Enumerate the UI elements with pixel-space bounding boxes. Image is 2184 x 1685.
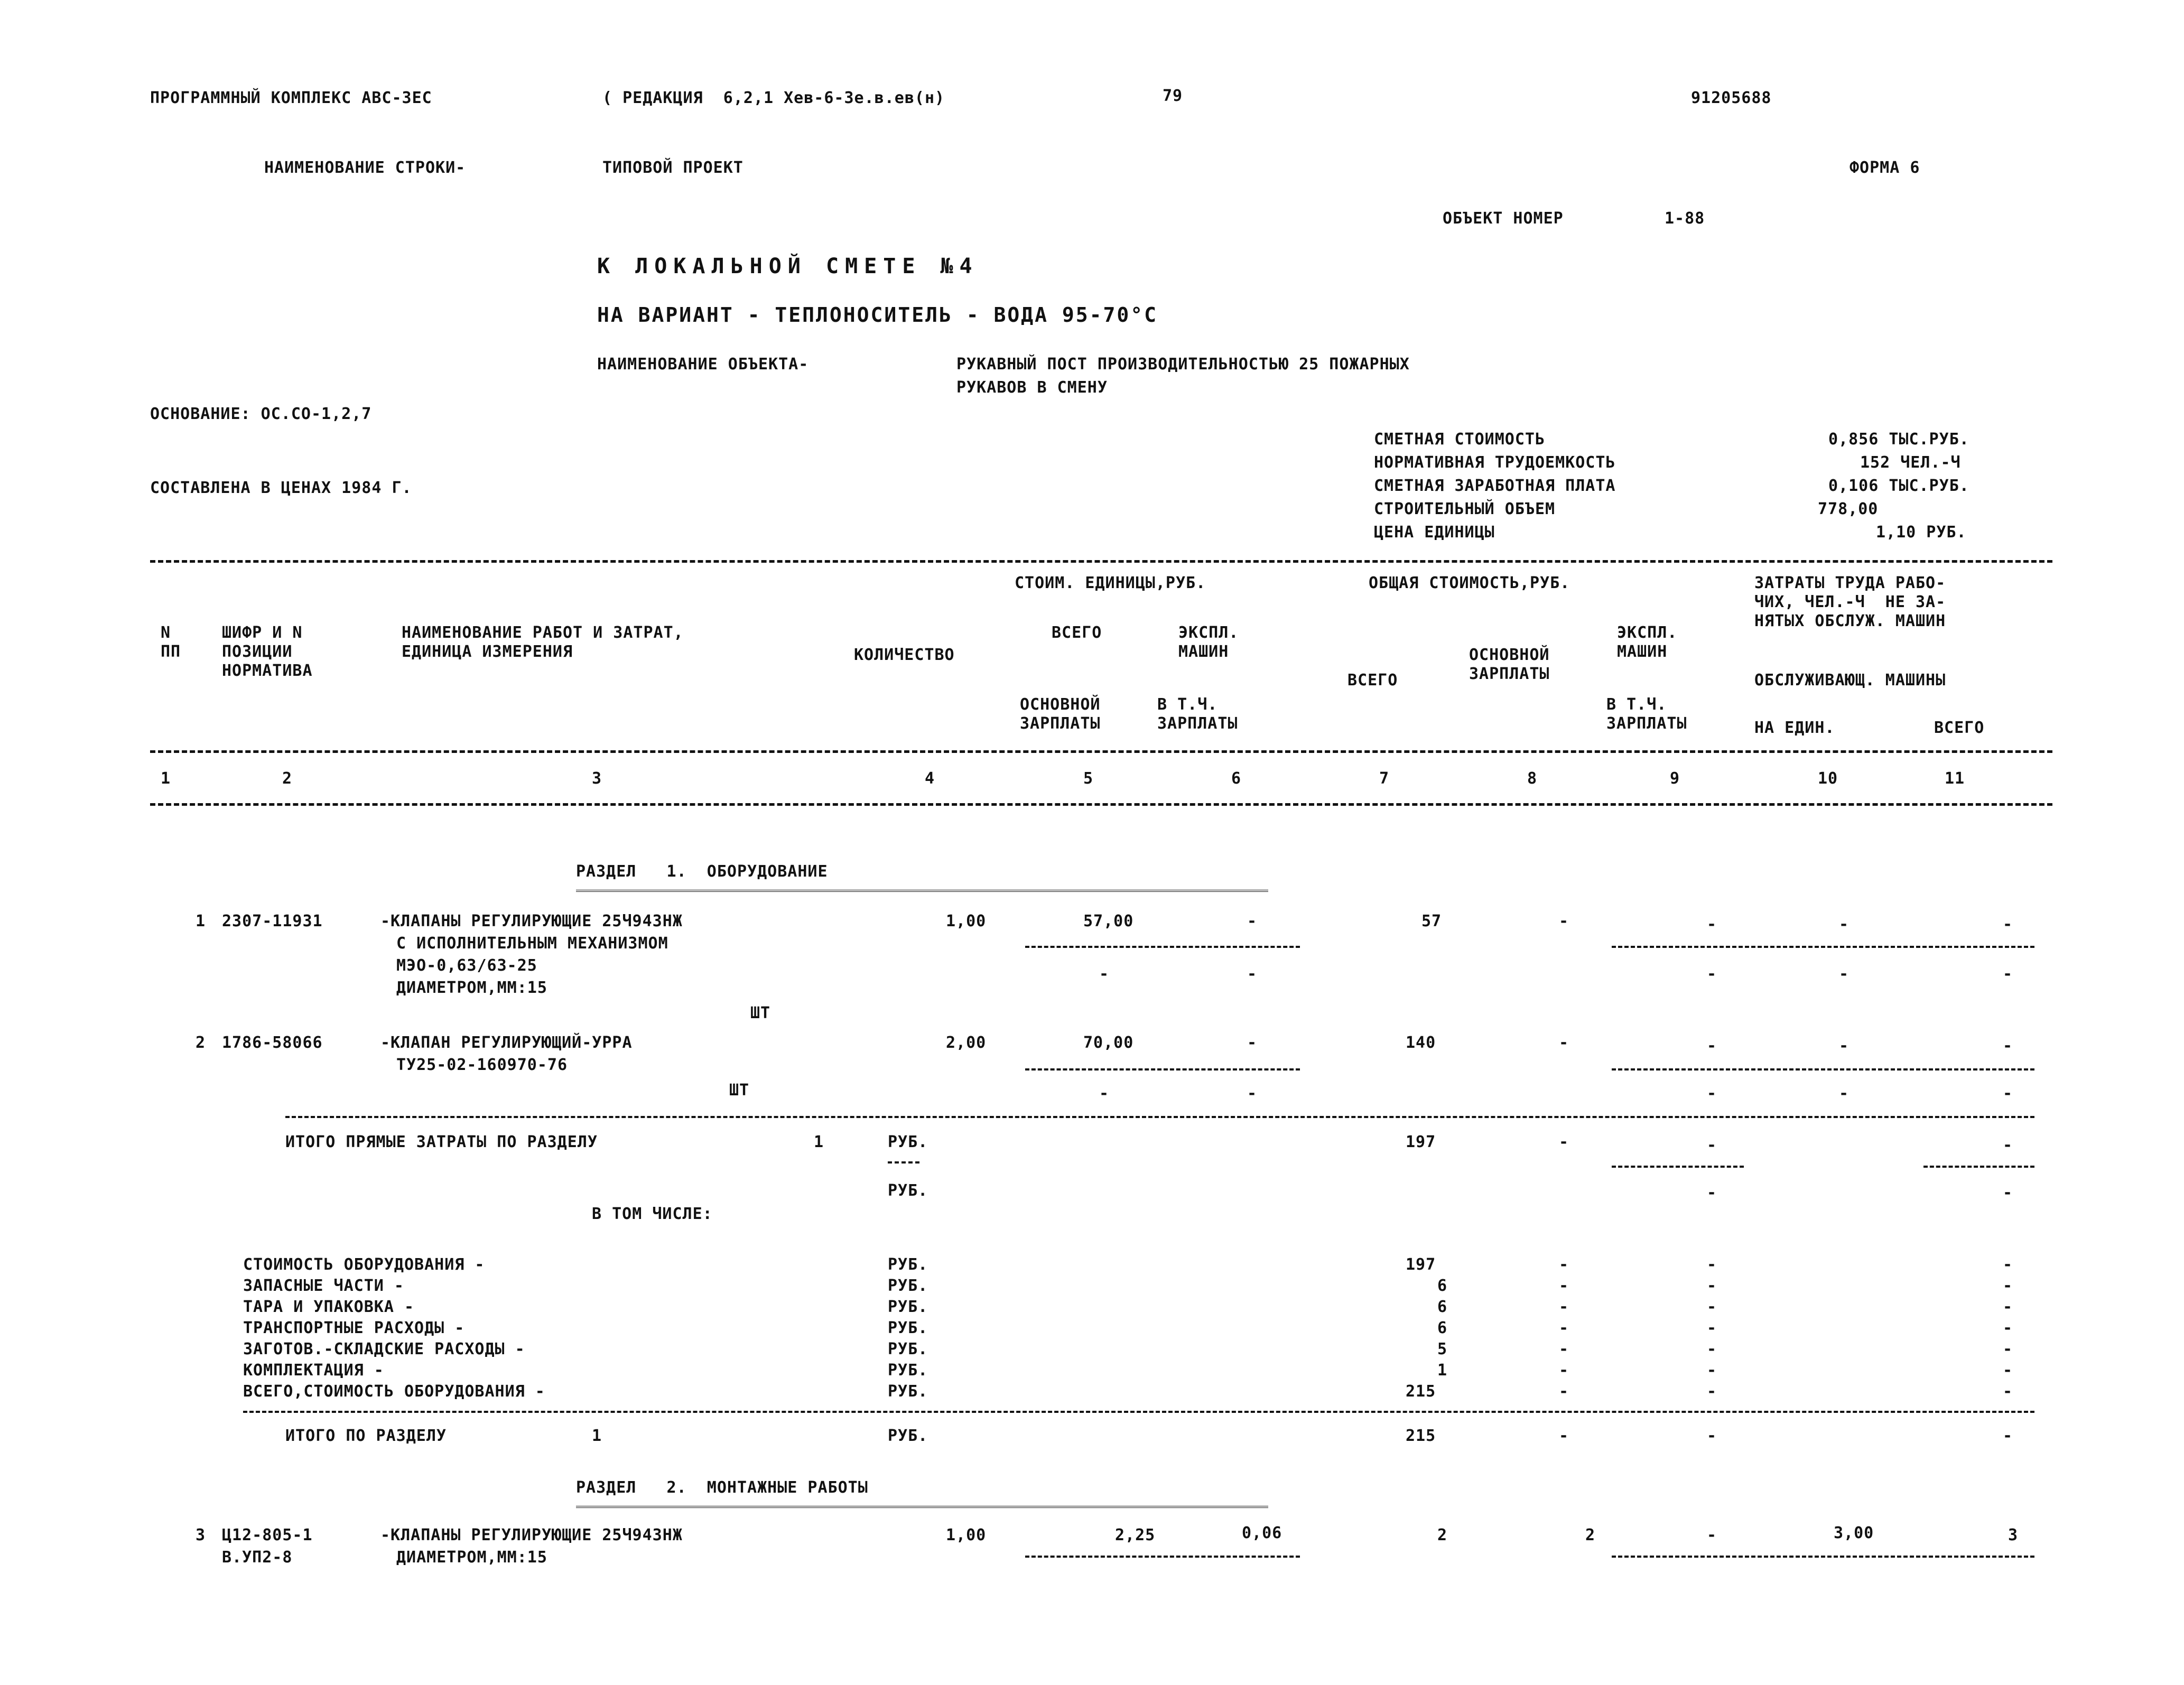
empty-mark: -: [2003, 1084, 2013, 1103]
object-name-line2: РУКАВОВ В СМЕНУ: [956, 378, 1108, 397]
item-qty: 1,00: [946, 1526, 987, 1544]
col-name-header: НАИМЕНОВАНИЕ РАБОТ И ЗАТРАТ, ЕДИНИЦА ИЗМЕРЕНИЯ: [402, 623, 684, 661]
item-total: 140: [1406, 1034, 1436, 1052]
empty-mark: -: [1707, 1037, 1717, 1055]
list-item: ТАРА И УПАКОВКА -: [243, 1298, 415, 1316]
cell-rule: [1025, 1068, 1300, 1070]
col-number: 7: [1379, 769, 1390, 788]
list-item: ЗАПАСНЫЕ ЧАСТИ -: [243, 1277, 404, 1295]
empty-mark: -: [2003, 965, 2013, 983]
empty-mark: -: [1707, 1382, 1717, 1401]
empty-mark: -: [1707, 1277, 1717, 1295]
header-bottom-rule: [150, 803, 2052, 806]
col-labor-total-header: ВСЕГО: [1934, 719, 1985, 737]
section-total-label: ИТОГО ПО РАЗДЕЛУ: [285, 1427, 447, 1445]
empty-mark: -: [1559, 1133, 1569, 1151]
basis: ОСНОВАНИЕ: ОС.СО-1,2,7: [150, 405, 372, 423]
list-item: КОМПЛЕКТАЦИЯ -: [243, 1361, 384, 1380]
section-title: РАЗДЕЛ 1. ОБОРУДОВАНИЕ: [576, 862, 828, 881]
form-label: ФОРМА 6: [1850, 159, 1920, 177]
object-number-value: 1-88: [1665, 209, 1705, 228]
program-name: ПРОГРАММНЫЙ КОМПЛЕКС АВС-3ЕС: [150, 89, 432, 107]
empty-mark: -: [1559, 1298, 1569, 1316]
empty-mark: -: [1707, 1526, 1717, 1544]
price-basis: СОСТАВЛЕНА В ЦЕНАХ 1984 Г.: [150, 479, 412, 497]
empty-mark: -: [1707, 1184, 1717, 1202]
col-number: 5: [1083, 769, 1094, 788]
list-item-unit: РУБ.: [888, 1361, 928, 1380]
cell-rule: [1612, 946, 2034, 948]
section-underline: [576, 1506, 1268, 1511]
item-total: 57: [1421, 912, 1442, 930]
empty-mark: -: [1559, 1034, 1569, 1052]
list-item-value: 6: [1437, 1319, 1448, 1337]
empty-mark: -: [1707, 1427, 1717, 1445]
cell-rule: [1923, 1166, 2034, 1168]
col-number: 10: [1818, 769, 1838, 788]
item-name: ДИАМЕТРОМ,ММ:15: [396, 1548, 547, 1567]
empty-mark: -: [1559, 1340, 1569, 1358]
empty-mark: -: [2003, 1037, 2013, 1055]
item-name: -КЛАПАНЫ РЕГУЛИРУЮЩИЕ 25Ч943НЖ: [380, 912, 683, 930]
empty-mark: -: [1707, 1361, 1717, 1380]
list-item-value: 1: [1437, 1361, 1448, 1380]
item-mach: 0,06: [1242, 1524, 1282, 1542]
empty-mark: -: [1707, 1255, 1717, 1274]
empty-mark: -: [2003, 1255, 2013, 1274]
item-number: 1: [196, 912, 206, 930]
list-item: СТОИМОСТЬ ОБОРУДОВАНИЯ -: [243, 1255, 485, 1274]
col-total-cost-header: ОБЩАЯ СТОИМОСТЬ,РУБ.: [1369, 574, 1570, 592]
direct-costs-label: ИТОГО ПРЯМЫЕ ЗАТРАТЫ ПО РАЗДЕЛУ: [285, 1133, 598, 1151]
direct-costs-value: 197: [1406, 1133, 1436, 1151]
list-item-value: 6: [1437, 1277, 1448, 1295]
list-item: ТРАНСПОРТНЫЕ РАСХОДЫ -: [243, 1319, 465, 1337]
cell-rule: [1025, 1556, 1300, 1558]
summary-value: 152 ЧЕЛ.-Ч: [1860, 453, 1961, 472]
item-code: 1786-58066: [222, 1034, 323, 1052]
list-item-unit: РУБ.: [888, 1340, 928, 1358]
cell-rule: [1612, 1556, 2034, 1558]
list-item-value: 5: [1437, 1340, 1448, 1358]
item-number: 2: [196, 1034, 206, 1052]
col-unit-inclpay-header: В Т.Ч. ЗАРПЛАТЫ: [1157, 695, 1238, 733]
empty-mark: -: [1839, 1037, 1850, 1055]
empty-mark: -: [1247, 1084, 1258, 1103]
item-code-2: В.УП2-8: [222, 1548, 293, 1567]
cell-rule: [1612, 1068, 2034, 1070]
item-name: МЭО-0,63/63-25: [396, 956, 537, 975]
empty-mark: -: [1247, 1034, 1258, 1052]
summary-value: 778,00: [1818, 500, 1879, 518]
list-item-unit: РУБ.: [888, 1319, 928, 1337]
empty-mark: -: [1247, 965, 1258, 983]
section-total-unit: РУБ.: [888, 1427, 928, 1445]
empty-mark: -: [2003, 1382, 2013, 1401]
table-top-rule: [150, 560, 2052, 563]
section-underline: [576, 890, 1268, 895]
list-item: ВСЕГО,СТОИМОСТЬ ОБОРУДОВАНИЯ -: [243, 1382, 545, 1401]
item-name: ДИАМЕТРОМ,ММ:15: [396, 979, 547, 997]
doc-subtitle: НА ВАРИАНТ - ТЕПЛОНОСИТЕЛЬ - ВОДА 95-70°С: [597, 303, 1158, 327]
item-name: -КЛАПАНЫ РЕГУЛИРУЮЩИЕ 25Ч943НЖ: [380, 1526, 683, 1544]
cell-rule: [1612, 1166, 1744, 1168]
col-number: 11: [1945, 769, 1965, 788]
item-qty: 2,00: [946, 1034, 987, 1052]
empty-mark: -: [1247, 912, 1258, 930]
col-unit-cost-header: СТОИМ. ЕДИНИЦЫ,РУБ.: [1015, 574, 1206, 592]
list-item: ЗАГОТОВ.-СКЛАДСКИЕ РАСХОДЫ -: [243, 1340, 525, 1358]
empty-mark: -: [1707, 965, 1717, 983]
item-number: 3: [196, 1526, 206, 1544]
item-code: Ц12-805-1: [222, 1526, 313, 1544]
empty-mark: -: [2003, 1361, 2013, 1380]
col-code-header: ШИФР И N ПОЗИЦИИ НОРМАТИВА: [222, 623, 313, 680]
section-rule: [285, 1116, 2034, 1118]
cell-rule: [888, 1161, 919, 1163]
summary-value: 0,106 ТЫС.РУБ.: [1828, 477, 1969, 495]
col-labor-unit-header: НА ЕДИН.: [1754, 719, 1835, 737]
empty-mark: -: [2003, 1427, 2013, 1445]
empty-mark: -: [2003, 1340, 2013, 1358]
list-item-unit: РУБ.: [888, 1382, 928, 1401]
col-number: 6: [1231, 769, 1242, 788]
col-number: 3: [592, 769, 602, 788]
item-price: 57,00: [1083, 912, 1134, 930]
list-item-unit: РУБ.: [888, 1298, 928, 1316]
empty-mark: -: [1707, 1298, 1717, 1316]
col-number: 4: [925, 769, 935, 788]
object-name-line1: РУКАВНЫЙ ПОСТ ПРОИЗВОДИТЕЛЬНОСТЬЮ 25 ПОЖАРНЫХ: [956, 355, 1410, 374]
col-unit-total-header: ВСЕГО: [1052, 623, 1102, 642]
summary-label: СМЕТНАЯ ЗАРАБОТНАЯ ПЛАТА: [1374, 477, 1616, 495]
col-number: 2: [282, 769, 293, 788]
empty-mark: -: [1559, 1277, 1569, 1295]
empty-mark: -: [1559, 1382, 1569, 1401]
page-number: 79: [1163, 87, 1183, 105]
col-unit-basepay-header: ОСНОВНОЙ ЗАРПЛАТЫ: [1020, 695, 1101, 733]
summary-label: СМЕТНАЯ СТОИМОСТЬ: [1374, 430, 1546, 449]
empty-mark: -: [1559, 1361, 1569, 1380]
empty-mark: -: [1099, 1084, 1110, 1103]
item-price: 2,25: [1115, 1526, 1156, 1544]
empty-mark: -: [2003, 1277, 2013, 1295]
summary-value: 0,856 ТЫС.РУБ.: [1828, 430, 1969, 449]
col-qty-header: КОЛИЧЕСТВО: [854, 646, 955, 664]
direct-costs-unit: РУБ.: [888, 1181, 928, 1200]
including-label: В ТОМ ЧИСЛЕ:: [592, 1205, 713, 1223]
item-unit: ШТ: [729, 1081, 750, 1100]
summary-value: 1,10 РУБ.: [1876, 523, 1967, 542]
direct-costs-unit: РУБ.: [888, 1133, 928, 1151]
col-labor-sub-header: ОБСЛУЖИВАЮЩ. МАШИНЫ: [1754, 671, 1946, 690]
section-total-value: 215: [1406, 1427, 1436, 1445]
col-total-mach-header: ЭКСПЛ. МАШИН: [1617, 623, 1678, 661]
col-number: 8: [1527, 769, 1538, 788]
doc-title: К ЛОКАЛЬНОЙ СМЕТЕ №4: [597, 254, 979, 278]
empty-mark: -: [1707, 1084, 1717, 1103]
item-base-pay: 2: [1585, 1526, 1596, 1544]
direct-costs-section: 1: [814, 1133, 824, 1151]
section-rule: [243, 1411, 2034, 1413]
col-labor-header: ЗАТРАТЫ ТРУДА РАБО- ЧИХ, ЧЕЛ.-Ч НЕ ЗА- НЯТЫХ ОБСЛУЖ. МАШИН: [1754, 574, 1946, 630]
col-number: 9: [1670, 769, 1680, 788]
list-item-value: 197: [1406, 1255, 1436, 1274]
empty-mark: -: [1707, 1319, 1717, 1337]
item-price: 70,00: [1083, 1034, 1134, 1052]
list-item-unit: РУБ.: [888, 1277, 928, 1295]
empty-mark: -: [1559, 1255, 1569, 1274]
empty-mark: -: [2003, 1298, 2013, 1316]
item-labor-unit: 3,00: [1834, 1524, 1874, 1542]
item-name: ТУ25-02-160970-76: [396, 1056, 568, 1074]
doc-code: 91205688: [1691, 89, 1772, 107]
item-name: -КЛАПАН РЕГУЛИРУЮЩИЙ-УРРА: [380, 1034, 633, 1052]
object-name-label: НАИМЕНОВАНИЕ ОБЪЕКТА-: [597, 355, 809, 374]
empty-mark: -: [1559, 1319, 1569, 1337]
col-n-header: N ПП: [161, 623, 181, 661]
summary-label: СТРОИТЕЛЬНЫЙ ОБЪЕМ: [1374, 500, 1556, 518]
list-item-unit: РУБ.: [888, 1255, 928, 1274]
list-item-value: 6: [1437, 1298, 1448, 1316]
empty-mark: -: [1839, 915, 1850, 934]
section-title: РАЗДЕЛ 2. МОНТАЖНЫЕ РАБОТЫ: [576, 1478, 868, 1497]
item-code: 2307-11931: [222, 912, 323, 930]
empty-mark: -: [1707, 915, 1717, 934]
empty-mark: -: [1839, 1084, 1850, 1103]
empty-mark: -: [2003, 1184, 2013, 1202]
empty-mark: -: [2003, 1319, 2013, 1337]
col-unit-mach-header: ЭКСПЛ. МАШИН: [1178, 623, 1239, 661]
col-total-all-header: ВСЕГО: [1347, 671, 1398, 690]
header-rule: [150, 750, 2052, 753]
empty-mark: -: [1707, 1136, 1717, 1155]
list-item-value: 215: [1406, 1382, 1436, 1401]
edition: ( РЕДАКЦИЯ 6,2,1 Хев-6-Зе.в.ев(н): [602, 89, 945, 107]
empty-mark: -: [2003, 915, 2013, 934]
item-total: 2: [1437, 1526, 1448, 1544]
col-total-basepay-header: ОСНОВНОЙ ЗАРПЛАТЫ: [1469, 646, 1550, 683]
col-total-inclpay-header: В Т.Ч. ЗАРПЛАТЫ: [1606, 695, 1687, 733]
empty-mark: -: [1099, 965, 1110, 983]
empty-mark: -: [1559, 1427, 1569, 1445]
empty-mark: -: [2003, 1136, 2013, 1155]
summary-label: НОРМАТИВНАЯ ТРУДОЕМКОСТЬ: [1374, 453, 1616, 472]
row-name-value: ТИПОВОЙ ПРОЕКТ: [602, 159, 744, 177]
item-name: С ИСПОЛНИТЕЛЬНЫМ МЕХАНИЗМОМ: [396, 934, 668, 953]
empty-mark: -: [1707, 1340, 1717, 1358]
object-number-label: ОБЪЕКТ НОМЕР: [1443, 209, 1564, 228]
col-number: 1: [161, 769, 171, 788]
section-total-num: 1: [592, 1427, 602, 1445]
summary-label: ЦЕНА ЕДИНИЦЫ: [1374, 523, 1495, 542]
cell-rule: [1025, 946, 1300, 948]
item-qty: 1,00: [946, 912, 987, 930]
item-unit: ШТ: [750, 1004, 771, 1022]
row-name-label: НАИМЕНОВАНИЕ СТРОКИ-: [264, 159, 466, 177]
item-labor-total: 3: [2008, 1526, 2019, 1544]
empty-mark: -: [1839, 965, 1850, 983]
empty-mark: -: [1559, 912, 1569, 930]
